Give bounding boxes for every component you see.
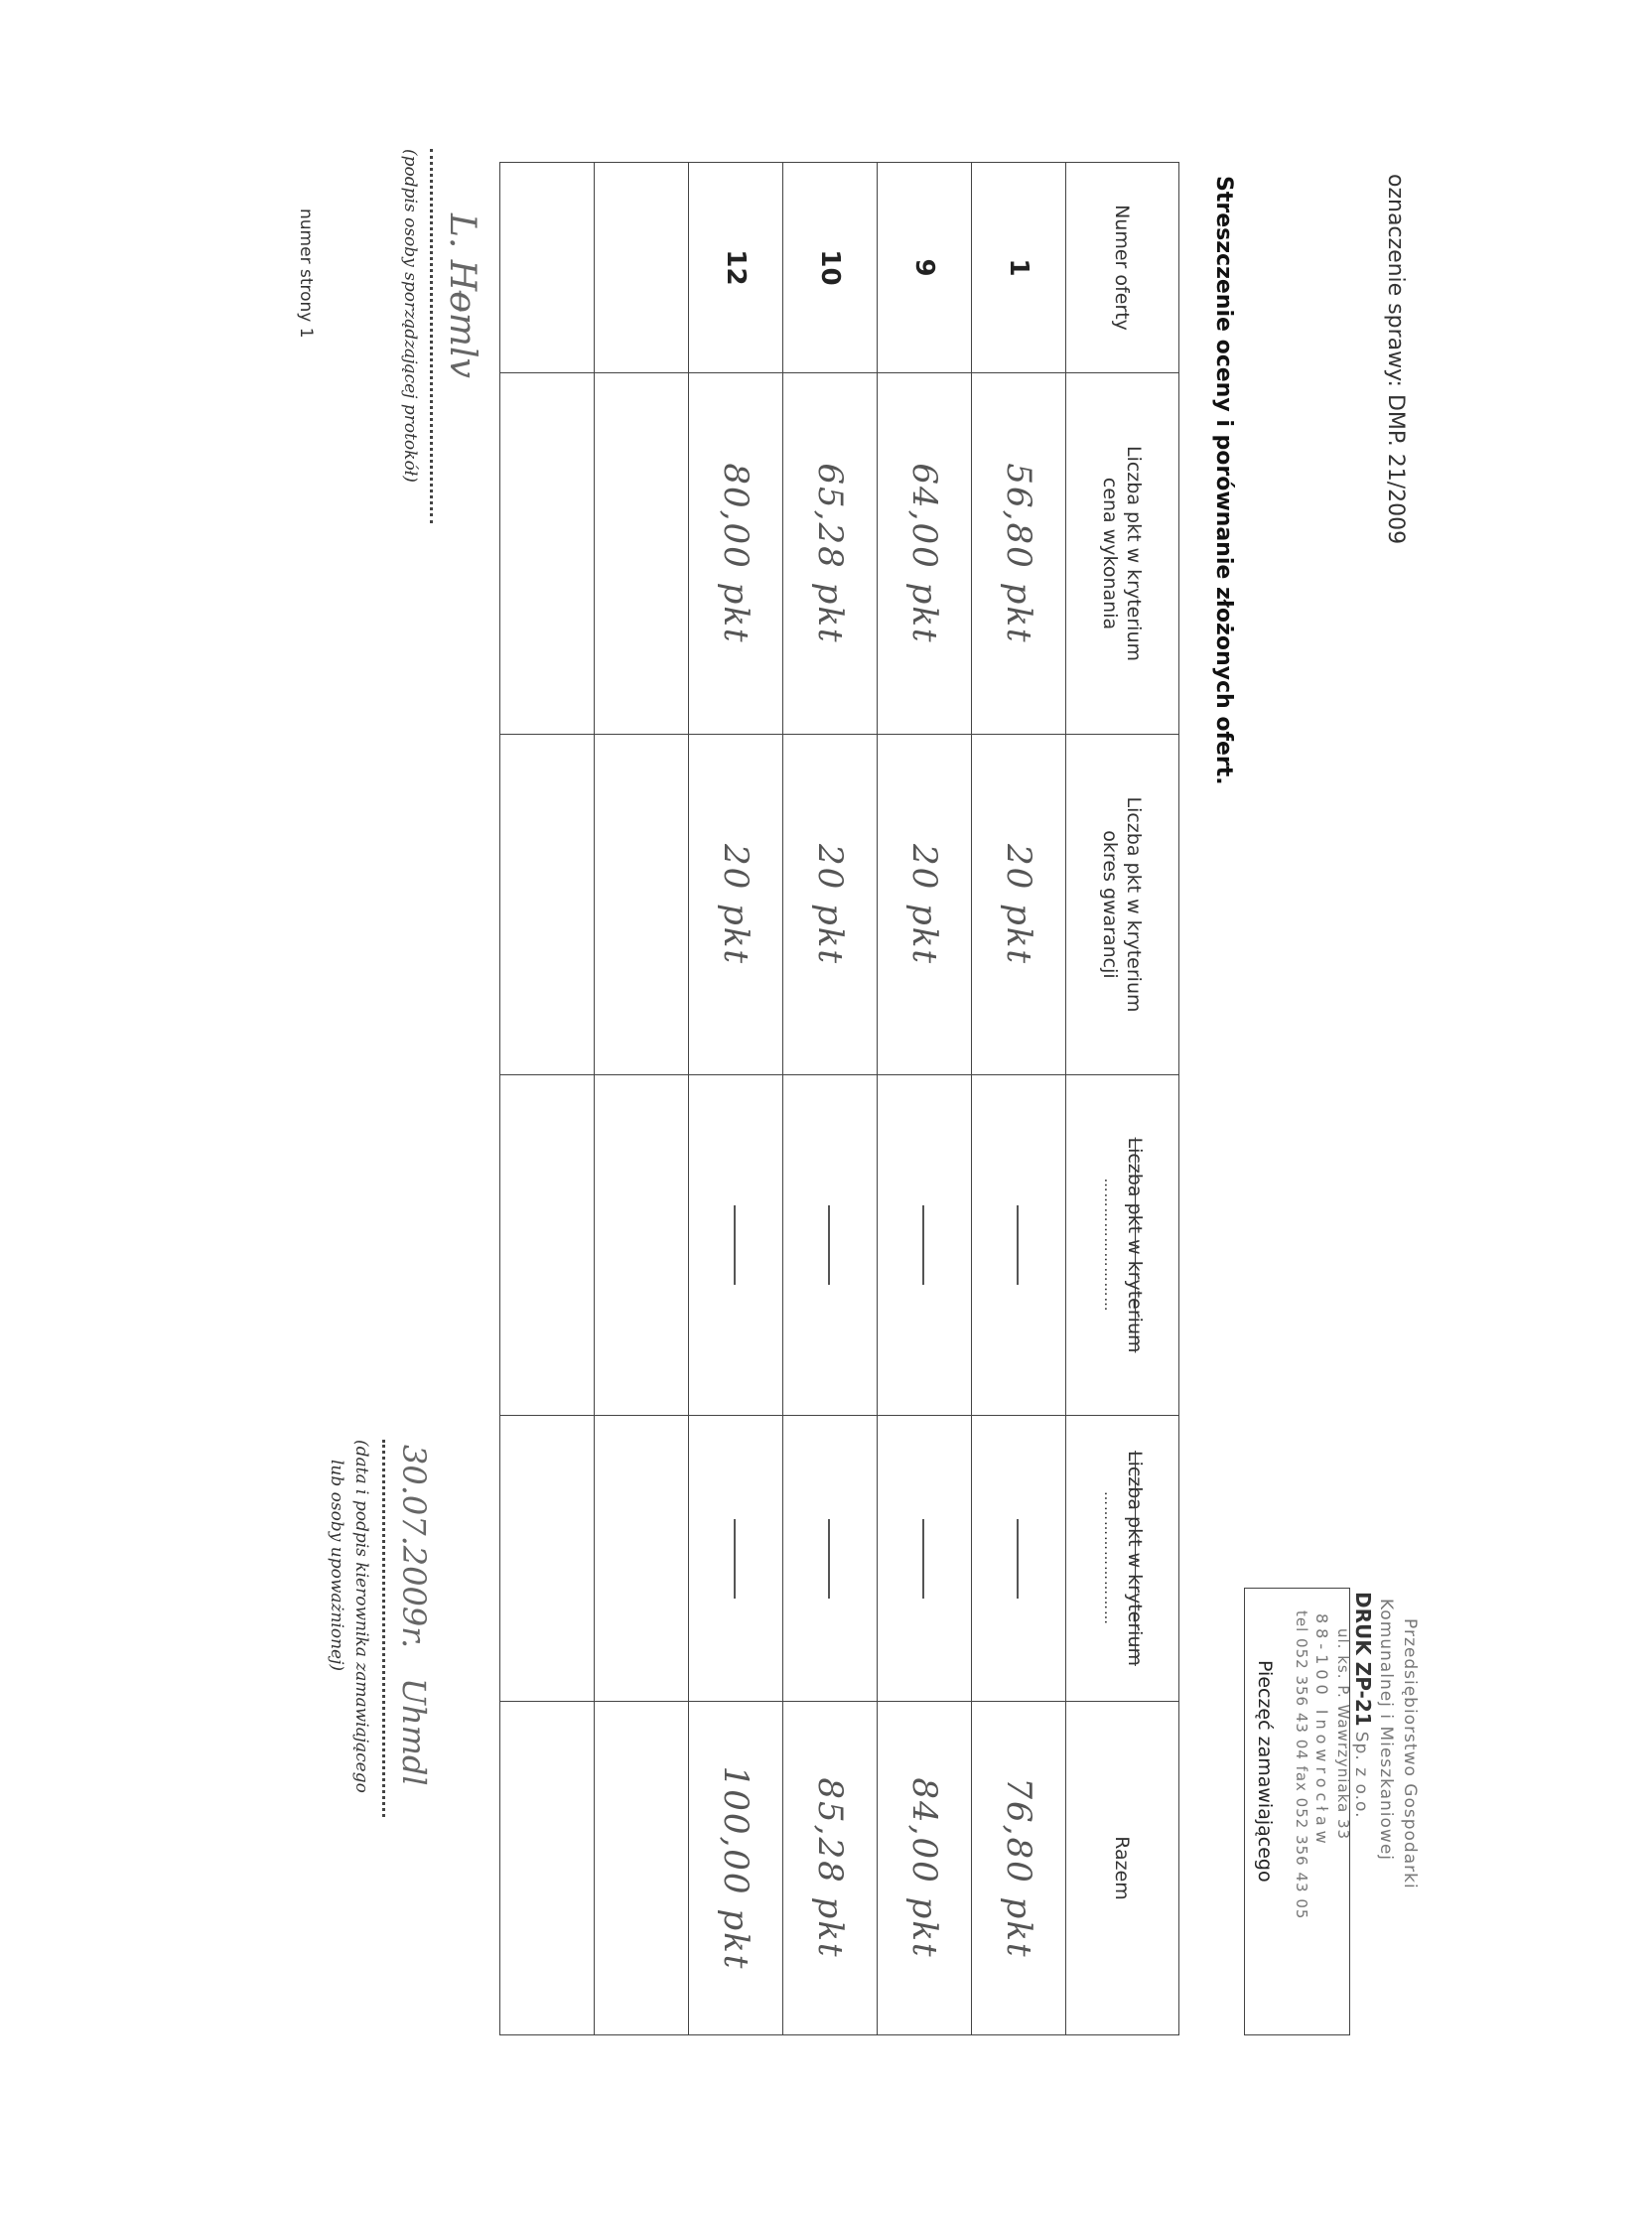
stamp-city: 88-100 Inowrocław: [1312, 1613, 1331, 1849]
header-offer-number: Numer oferty: [1066, 163, 1179, 373]
total-points: 85,28 pkt: [783, 1702, 878, 2035]
offers-table: [499, 162, 1179, 2035]
dash-mark: [734, 1519, 736, 1599]
dash-mark: [1017, 1519, 1019, 1599]
criterion-4-empty: [972, 1075, 1066, 1416]
header-criterion-5: [1066, 1416, 1179, 1702]
table-row-empty: [500, 163, 595, 2035]
header-price-label: Liczba pkt w kryterium cena wykonania: [1099, 446, 1146, 661]
warranty-points: 20 pkt: [689, 735, 783, 1075]
total-points: 100,00 pkt: [689, 1702, 783, 2035]
header-warranty-points: [1066, 735, 1179, 1075]
header-criterion-4-dots: ………………………: [1101, 1178, 1118, 1313]
warranty-points: 20 pkt: [878, 735, 972, 1075]
criterion-5-empty: [972, 1416, 1066, 1702]
stamp-form-line: [1351, 1592, 1375, 1818]
total-points: 84,00 pkt: [878, 1702, 972, 2035]
header-total: Razem: [1066, 1702, 1179, 2035]
stamp-line-2: Komunalnej i Mieszkaniowej: [1376, 1599, 1396, 1862]
page-number: numer strony 1: [296, 209, 316, 339]
approval-date: 30.07.2009r.: [395, 1445, 433, 1649]
criterion-4-empty: [783, 1075, 878, 1416]
header-criterion-4-label: Liczba pkt w kryterium: [1124, 1137, 1147, 1353]
price-points: 65,28 pkt: [783, 373, 878, 735]
table-row: [689, 163, 783, 2035]
dash-mark: [828, 1519, 830, 1599]
dash-mark: [734, 1205, 736, 1285]
criterion-4-empty: [689, 1075, 783, 1416]
case-reference: oznaczenie sprawy: DMP. 21/2009: [1383, 174, 1408, 545]
stamp-form: DRUK ZP-21: [1351, 1592, 1375, 1727]
criterion-5-empty: [783, 1416, 878, 1702]
stamp-company-suffix: Sp. z o.o.: [1351, 1731, 1371, 1819]
dash-mark: [922, 1519, 924, 1599]
manager-caption-2: lub osoby upoważnionej): [327, 1460, 346, 1671]
stamp-line-1: Przedsiębiorstwo Gospodarki: [1400, 1618, 1420, 1889]
total-points: 76,80 pkt: [972, 1702, 1066, 2035]
preparer-signature: L. Ho̶mlv: [442, 213, 482, 378]
offer-number: 1: [972, 163, 1066, 373]
table-row: [878, 163, 972, 2035]
warranty-points: 20 pkt: [972, 735, 1066, 1075]
offer-number: 10: [783, 163, 878, 373]
header-price-points: [1066, 373, 1179, 735]
price-points: 56,80 pkt: [972, 373, 1066, 735]
preparer-signature-caption: (podpis osoby sporządzającej protokół): [400, 149, 420, 483]
preparer-signature-line: [430, 149, 433, 523]
warranty-points: 20 pkt: [783, 735, 878, 1075]
dash-mark: [1017, 1205, 1019, 1285]
header-warranty-label: Liczba pkt w kryterium okres gwarancji: [1099, 796, 1146, 1013]
manager-signature: Uhmdl: [395, 1678, 433, 1786]
stamp-label: Pieczęć zamawiającego: [1254, 1660, 1276, 1883]
criterion-5-empty: [689, 1416, 783, 1702]
manager-signature-line: [382, 1440, 385, 1817]
dash-mark: [828, 1205, 830, 1285]
manager-caption-1: (data i podpis kierownika zamawiającego: [351, 1440, 371, 1793]
header-criterion-4: [1066, 1075, 1179, 1416]
price-points: 64,00 pkt: [878, 373, 972, 735]
stamp-phone: tel 052 356 43 04 fax 052 356 43 05: [1293, 1610, 1310, 1920]
offer-number: 12: [689, 163, 783, 373]
table-header-row: [1066, 163, 1179, 2035]
criterion-5-empty: [878, 1416, 972, 1702]
offer-number: 9: [878, 163, 972, 373]
table-row: [783, 163, 878, 2035]
stamp-address: ul. ks. P. Wawrzyniaka 33: [1334, 1628, 1352, 1841]
price-points: 80,00 pkt: [689, 373, 783, 735]
dash-mark: [922, 1205, 924, 1285]
header-criterion-5-dots: ………………………: [1101, 1491, 1118, 1625]
document-title: Streszczenie oceny i porównanie złożonych ofert.: [1211, 176, 1236, 785]
table-row-empty: [595, 163, 689, 2035]
header-criterion-5-label: Liczba pkt w kryterium: [1124, 1451, 1147, 1666]
criterion-4-empty: [878, 1075, 972, 1416]
table-row: [972, 163, 1066, 2035]
